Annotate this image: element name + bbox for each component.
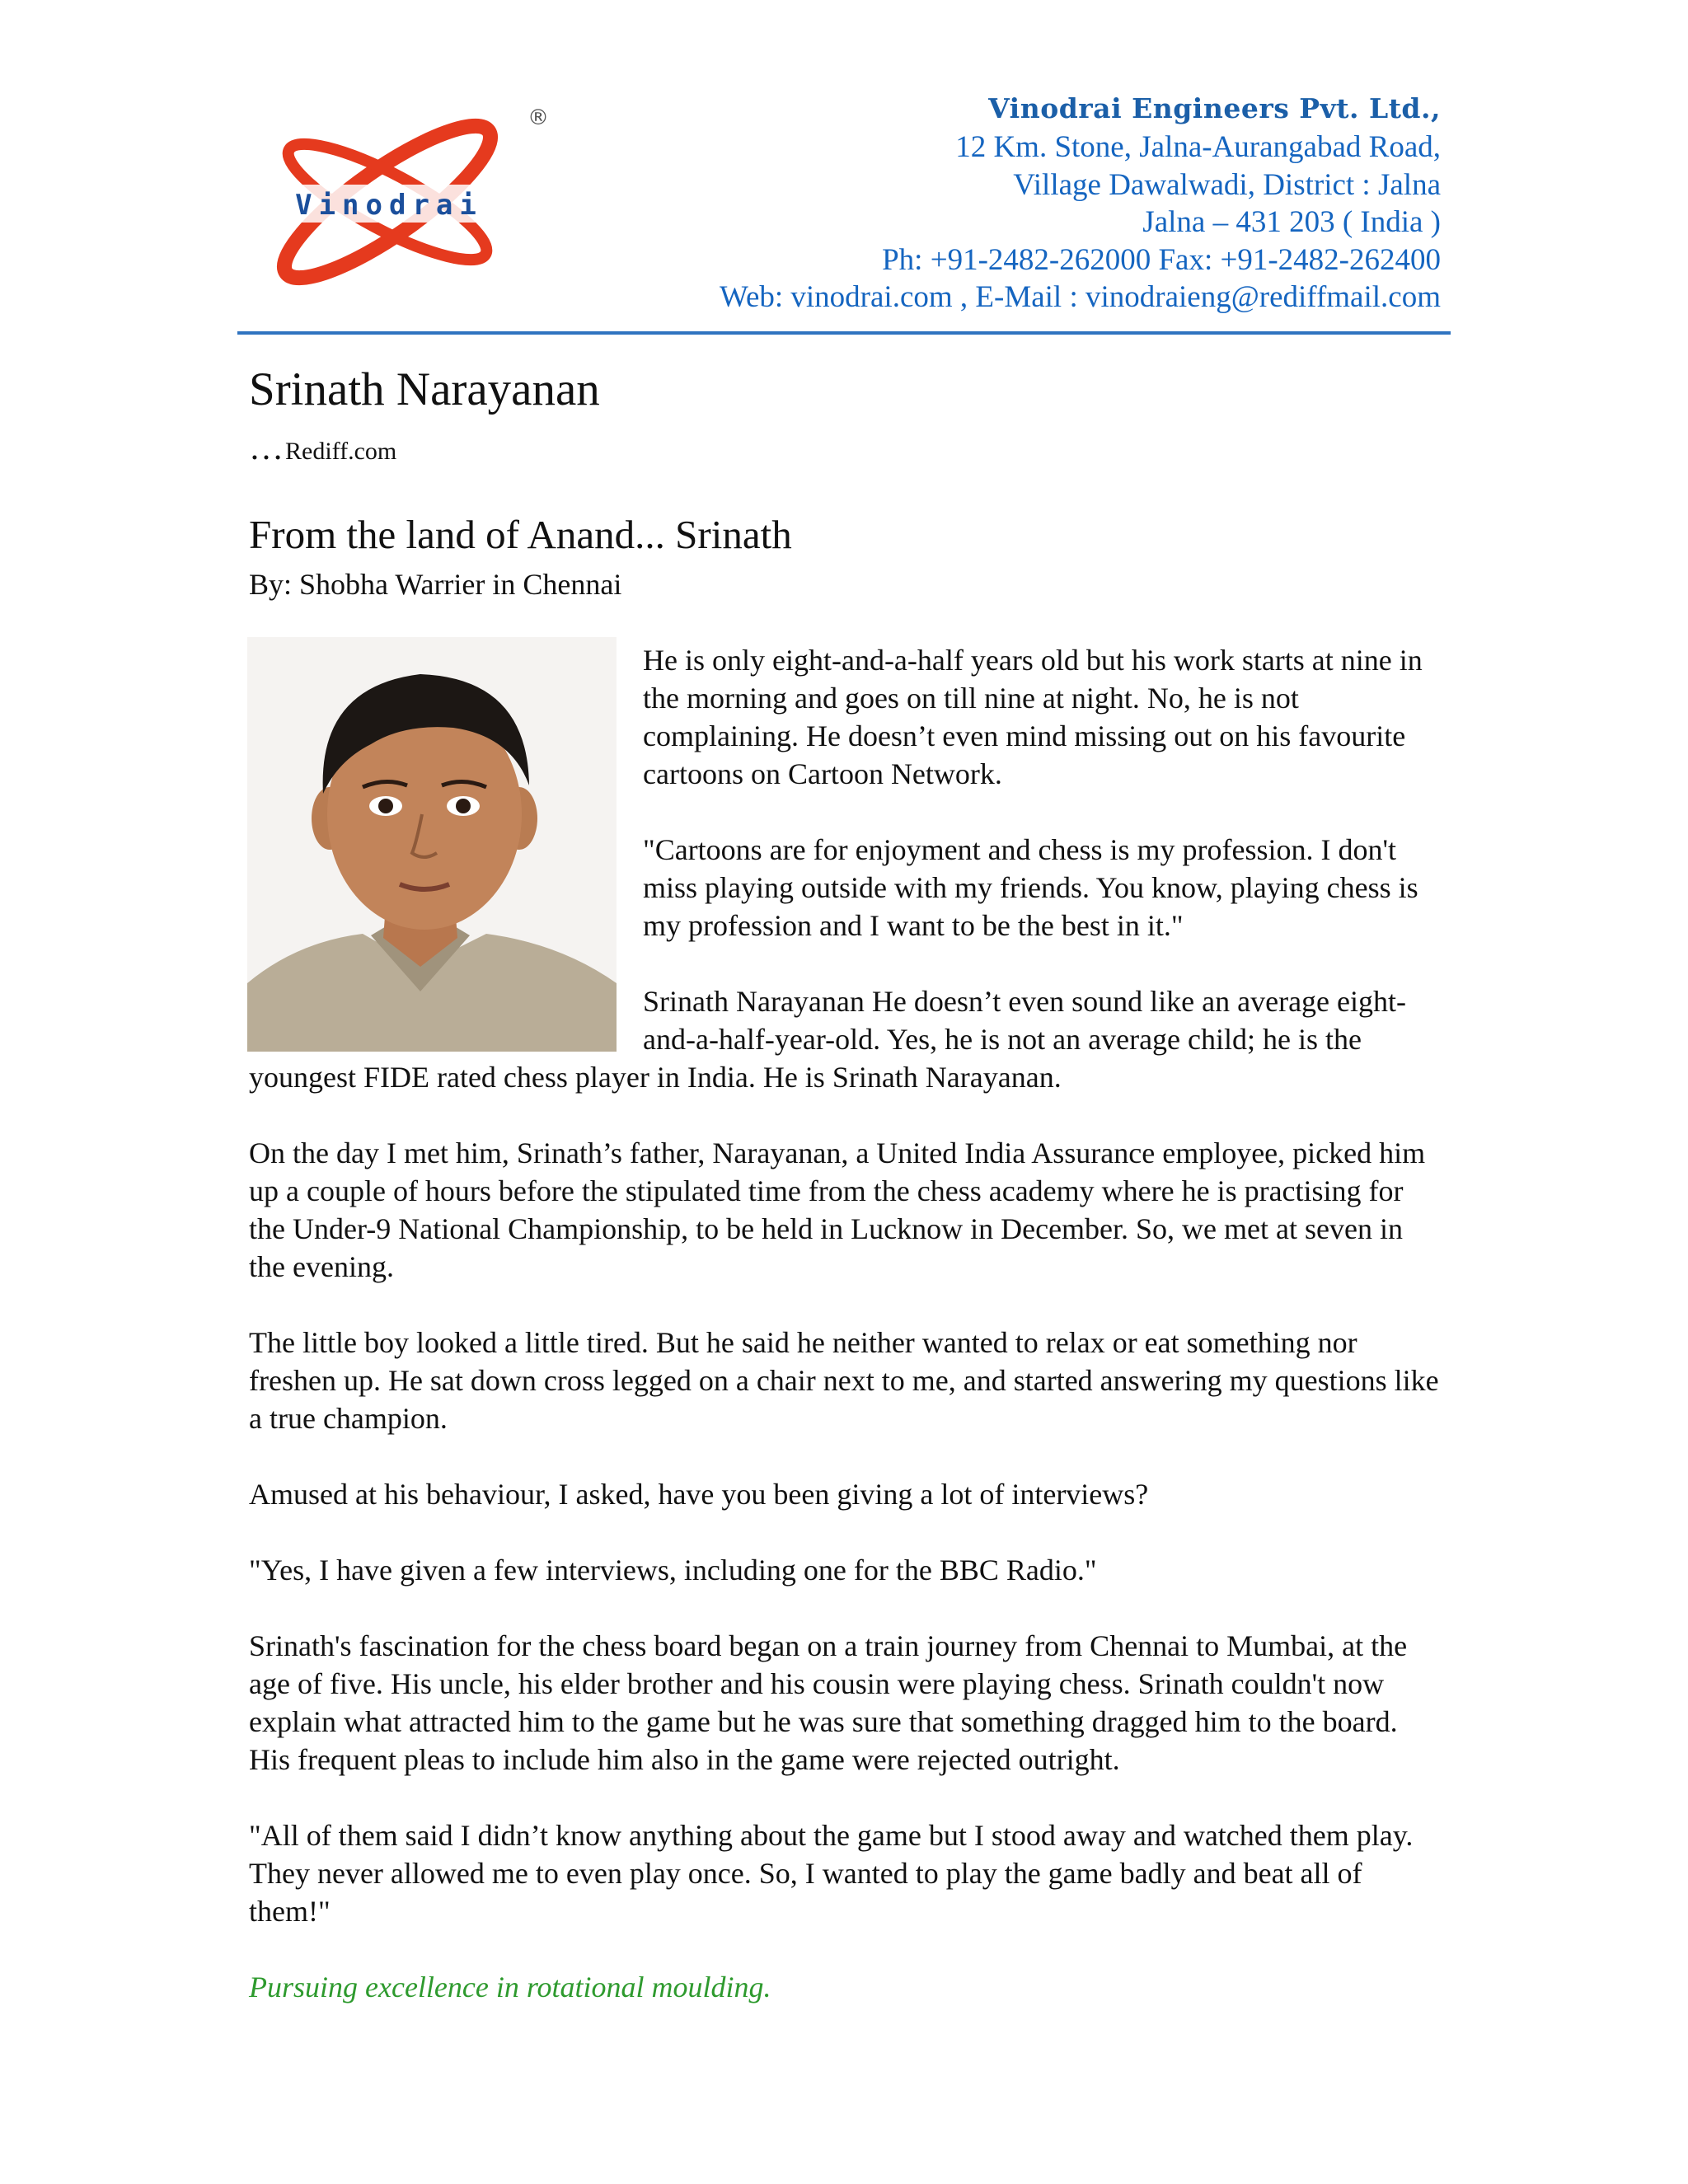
company-logo [247,99,544,305]
article-body [249,641,1446,2044]
web-email-line: Web: vinodrai.com , E-Mail : vinodraieng@rediffmail.com [719,280,1441,314]
address-line-3: Jalna – 431 203 ( India ) [1142,205,1441,239]
logo-text: Vinodrai [295,189,483,222]
footer-tagline: Pursuing excellence in rotational moulding. [249,1971,771,2004]
page-title: Srinath Narayanan [249,363,600,415]
paragraph-2: "Cartoons are for enjoyment and chess is my profession. I don't miss playing outside with my friends. You know, playing chess is my profession and I want to be the best in it." [643,833,1418,942]
paragraph-1: He is only eight-and-a-half years old but his work starts at nine in the morning and goes on till nine at night. No, he is not complaining. He doesn’t even mind missing out on his favourite cartoons on Cartoon Network. [643,644,1423,790]
article-byline: By: Shobha Warrier in Chennai [249,568,622,601]
paragraph-7: "Yes, I have given a few interviews, including one for the BBC Radio." [249,1554,1097,1586]
logo-orbit-icon [247,99,544,305]
source-name: Rediff.com [285,438,397,465]
article-headline: From the land of Anand... Srinath [249,512,792,557]
address-line-1: 12 Km. Stone, Jalna-Aurangabad Road, [955,130,1441,164]
paragraph-4: On the day I met him, Srinath’s father, Narayanan, a United India Assurance employee, picked him up a couple of hours before the stipulated time from the chess academy where he is practising for the Under-9 National Championship, to be held in Lucknow in December. So, we met at seven in the evening. [249,1137,1426,1283]
photo-spacer [249,641,643,1050]
paragraph-3: Srinath Narayanan He doesn’t even sound like an average eight-and-a-half-year-old. Yes, he is not an average child; he is the youngest FIDE rated chess player in India. He is Srinath Narayanan. [249,985,1406,1094]
address-line-2: Village Dawalwadi, District : Jalna [1013,167,1441,202]
company-name: Vinodrai Engineers Pvt. Ltd., [988,92,1441,124]
source-dots: … [249,429,285,467]
header-divider [237,331,1451,335]
phone-fax-line: Ph: +91-2482-262000 Fax: +91-2482-262400 [882,242,1441,277]
company-info [720,89,1441,316]
paragraph-6: Amused at his behaviour, I asked, have you been giving a lot of interviews? [249,1478,1149,1511]
registered-mark: ® [528,105,549,130]
paragraph-8: Srinath's fascination for the chess board began on a train journey from Chennai to Mumbai, at the age of five. His uncle, his elder brother and his cousin were playing chess. Srinath couldn't now explain what attracted him to the game but he was sure that something dragged him to the board. His frequent pleas to include him also in the game were rejected outright. [249,1629,1408,1776]
paragraph-5: The little boy looked a little tired. But he said he neither wanted to relax or eat something nor freshen up. He sat down cross legged on a chair next to me, and started answering my questions like a true champion. [249,1326,1439,1435]
source-line [249,430,396,470]
paragraph-9: "All of them said I didn’t know anything about the game but I stood away and watched them play. They never allowed me to even play once. So, I wanted to play the game badly and beat all of them!" [249,1819,1414,1928]
